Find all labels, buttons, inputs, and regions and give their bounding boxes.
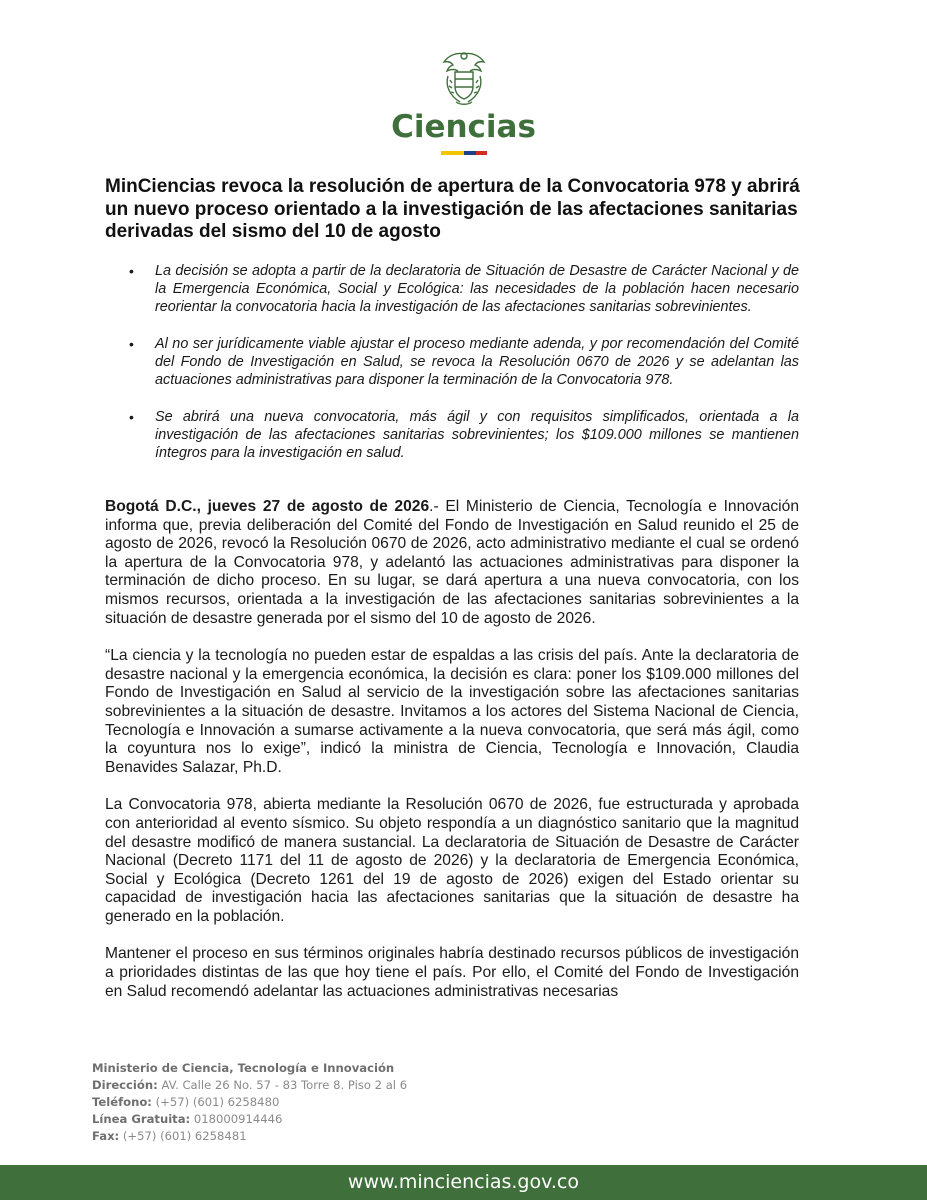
press-release-title: MinCiencias revoca la resolución de apertura de la Convocatoria 978 y abrirá un nuevo proceso orientado a la investigación de las afectaciones sanitarias derivadas del sismo del 10 de agosto — [105, 176, 800, 242]
letterhead — [0, 50, 927, 155]
footer-bar — [0, 1165, 927, 1200]
paragraph-4: Mantener el proceso en sus términos originales habría destinado recursos públicos de investigación a prioridades distintas de las que hoy tiene el país. Por ello, el Comité del Fondo de Investigación en Salud recomendó adelantar las actuaciones administrativas necesarias — [105, 945, 799, 1000]
phone-line: Teléfono: (+57) (601) 6258480 — [92, 1095, 280, 1109]
bullet-dot-icon: • — [129, 336, 134, 352]
toll-free-line: Línea Gratuita: 018000914446 — [92, 1112, 283, 1126]
flag-blue — [464, 151, 476, 155]
address-line: Dirección: AV. Calle 26 No. 57 - 83 Torre 8. Piso 2 al 6 — [92, 1078, 408, 1092]
dateline: Bogotá D.C., jueves 27 de agosto de 2026 — [105, 498, 430, 515]
bullet-dot-icon: • — [129, 263, 134, 279]
bullet-item: • Al no ser jurídicamente viable ajustar el proceso mediante adenda, y por recomendación del Comité del Fondo de Investigación en Salud, se revoca la Resolución 0670 de 2026 y se adelantan las actuaciones administrativas para disponer la terminación de la Convocatoria 978. — [129, 336, 799, 388]
bullet-item: • Se abrirá una nueva convocatoria, más ágil y con requisitos simplificados, orientada a la investigación de las afectaciones sanitarias sobrevinientes; los $109.000 millones se mantienen íntegros para la investigación en salud. — [129, 409, 799, 461]
paragraph-2: “La ciencia y la tecnología no pueden estar de espaldas a las crisis del país. Ante la declaratoria de desastre nacional y la emergencia económica, la decisión es clara: poner los $109.000 millones del Fondo de Investigación en Salud al servicio de la investigación sobre las afectaciones sanitarias sobrevinientes a la situación de desastre. Invitamos a los actores del Sistema Nacional de Ciencia, Tecnología e Innovación a sumarse activamente a la nueva convocatoria, que será más ágil, como la coyuntura nos lo exige”, indicó la ministra de Ciencia, Tecnología e Innovación, Claudia Benavides Salazar, Ph.D. — [105, 647, 799, 776]
logo-text: Ciencias — [391, 109, 536, 145]
paragraph-1: Bogotá D.C., jueves 27 de agosto de 2026.- El Ministerio de Ciencia, Tecnología e Innovación informa que, previa deliberación del Comité del Fondo de Investigación en Salud reunido el 25 de agosto de 2026, revocó la Resolución 0670 de 2026, acto administrativo mediante el cual se ordenó la apertura de la Convocatoria 978, y adelantó las actuaciones administrativas para disponer la terminación de dicho proceso. En su lugar, se dará apertura a una nueva convocatoria, con los mismos recursos, orientada a la investigación de las afectaciones sanitarias sobrevinientes a la situación de desastre generada por el sismo del 10 de agosto de 2026. — [105, 498, 799, 627]
website-url: www.minciencias.gov.co — [347, 1171, 579, 1193]
flag-red — [476, 151, 487, 155]
bullet-dot-icon: • — [129, 409, 134, 425]
bullet-item: • La decisión se adopta a partir de la declaratoria de Situación de Desastre de Carácter Nacional y de la Emergencia Económica, Social y Ecológica: las necesidades de la población hacen necesario reorientar la convocatoria hacia la investigación de las afectaciones sanitarias sobrevinientes. — [129, 263, 799, 315]
paragraph-3: La Convocatoria 978, abierta mediante la Resolución 0670 de 2026, fue estructurada y aprobada con anterioridad al evento sísmico. Su objeto respondía a un diagnóstico sanitario que la magnitud del desastre modificó de manera sustancial. La declaratoria de Situación de Desastre de Carácter Nacional (Decreto 1171 del 11 de agosto de 2026) y la declaratoria de Emergencia Económica, Social y Ecológica (Decreto 1261 del 19 de agosto de 2026) exigen del Estado orientar su capacidad de investigación hacia las afectaciones sanitarias que la situación de desastre ha generado en la población. — [105, 796, 799, 925]
ministry-name: Ministerio de Ciencia, Tecnología e Innovación — [92, 1061, 395, 1075]
body-text — [105, 498, 799, 1020]
contact-info — [92, 1060, 492, 1145]
coat-of-arms-icon — [438, 50, 490, 108]
flag-yellow — [441, 151, 464, 155]
fax-line: Fax: (+57) (601) 6258481 — [92, 1129, 247, 1143]
colombia-flag-stripe — [441, 151, 487, 155]
summary-bullets — [105, 262, 799, 481]
